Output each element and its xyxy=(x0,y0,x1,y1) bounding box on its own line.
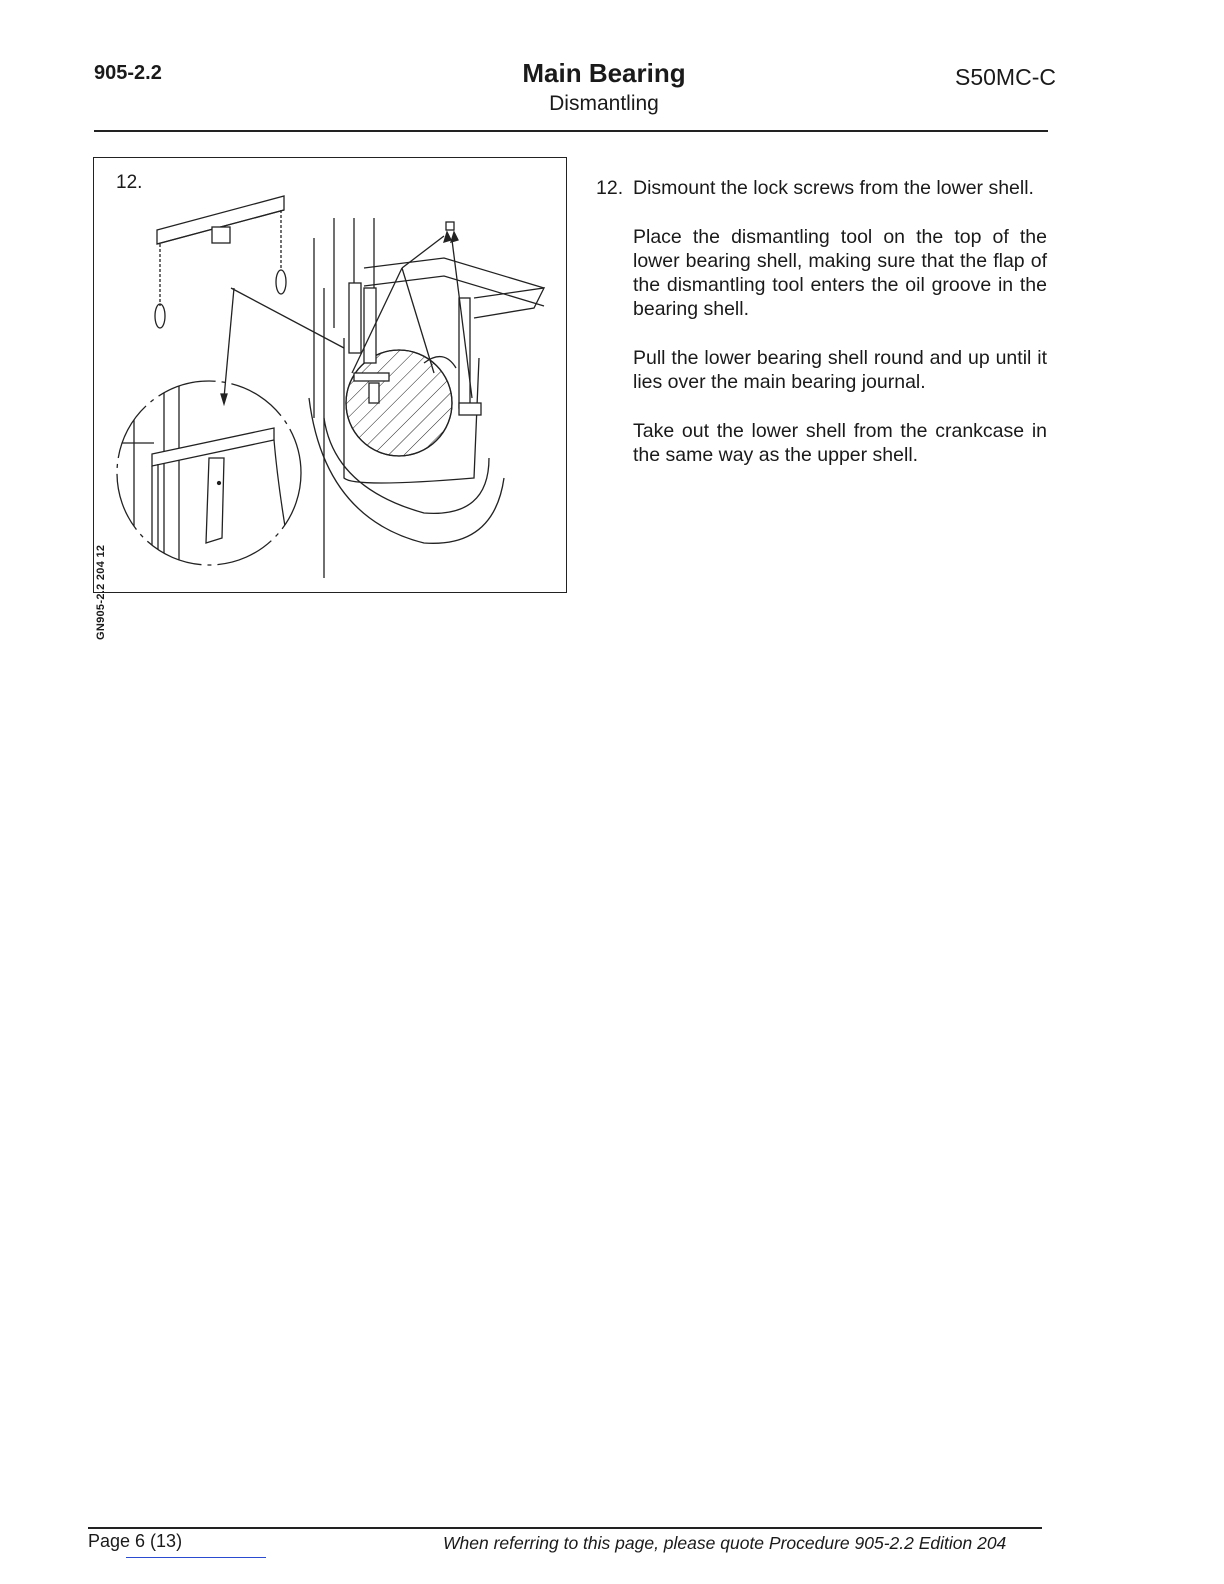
figure-number: 12. xyxy=(116,172,143,193)
step-paragraph: Take out the lower shell from the crankcase in the same way as the upper shell. xyxy=(633,420,1047,466)
header-divider xyxy=(94,130,1048,132)
bearing-illustration xyxy=(94,158,566,592)
header-center xyxy=(354,58,854,116)
footer-divider xyxy=(88,1527,1042,1529)
crankcase-view xyxy=(309,218,544,578)
step-number: 12. xyxy=(596,177,624,199)
detail-zoom xyxy=(117,368,301,578)
page-number: Page 6 (13) xyxy=(88,1531,183,1551)
footer-accent-line xyxy=(126,1557,266,1558)
illustration-frame xyxy=(93,157,567,640)
procedure-number: 905-2.2 xyxy=(94,62,162,84)
step-paragraph: Pull the lower bearing shell round and up until it lies over the main bearing journal. xyxy=(633,347,1047,393)
step-paragraph: Place the dismantling tool on the top of the lower bearing shell, making sure that the flap of the dismantling tool enters the oil groove in the bearing shell. xyxy=(633,226,1047,320)
page-title: Main Bearing xyxy=(522,58,686,88)
step-body xyxy=(633,176,1047,467)
figure-code: GN905-2.2 204 12 xyxy=(95,544,107,640)
engine-type: S50MC-C xyxy=(955,64,1056,90)
lifting-tool xyxy=(155,196,344,404)
reference-note: When referring to this page, please quote Procedure 905-2.2 Edition 204 xyxy=(443,1533,1007,1553)
step-paragraph: Dismount the lock screws from the lower shell. xyxy=(633,177,1034,199)
page-subtitle: Dismantling xyxy=(549,92,659,115)
step-row xyxy=(596,176,1047,467)
instruction-step xyxy=(596,176,1047,467)
